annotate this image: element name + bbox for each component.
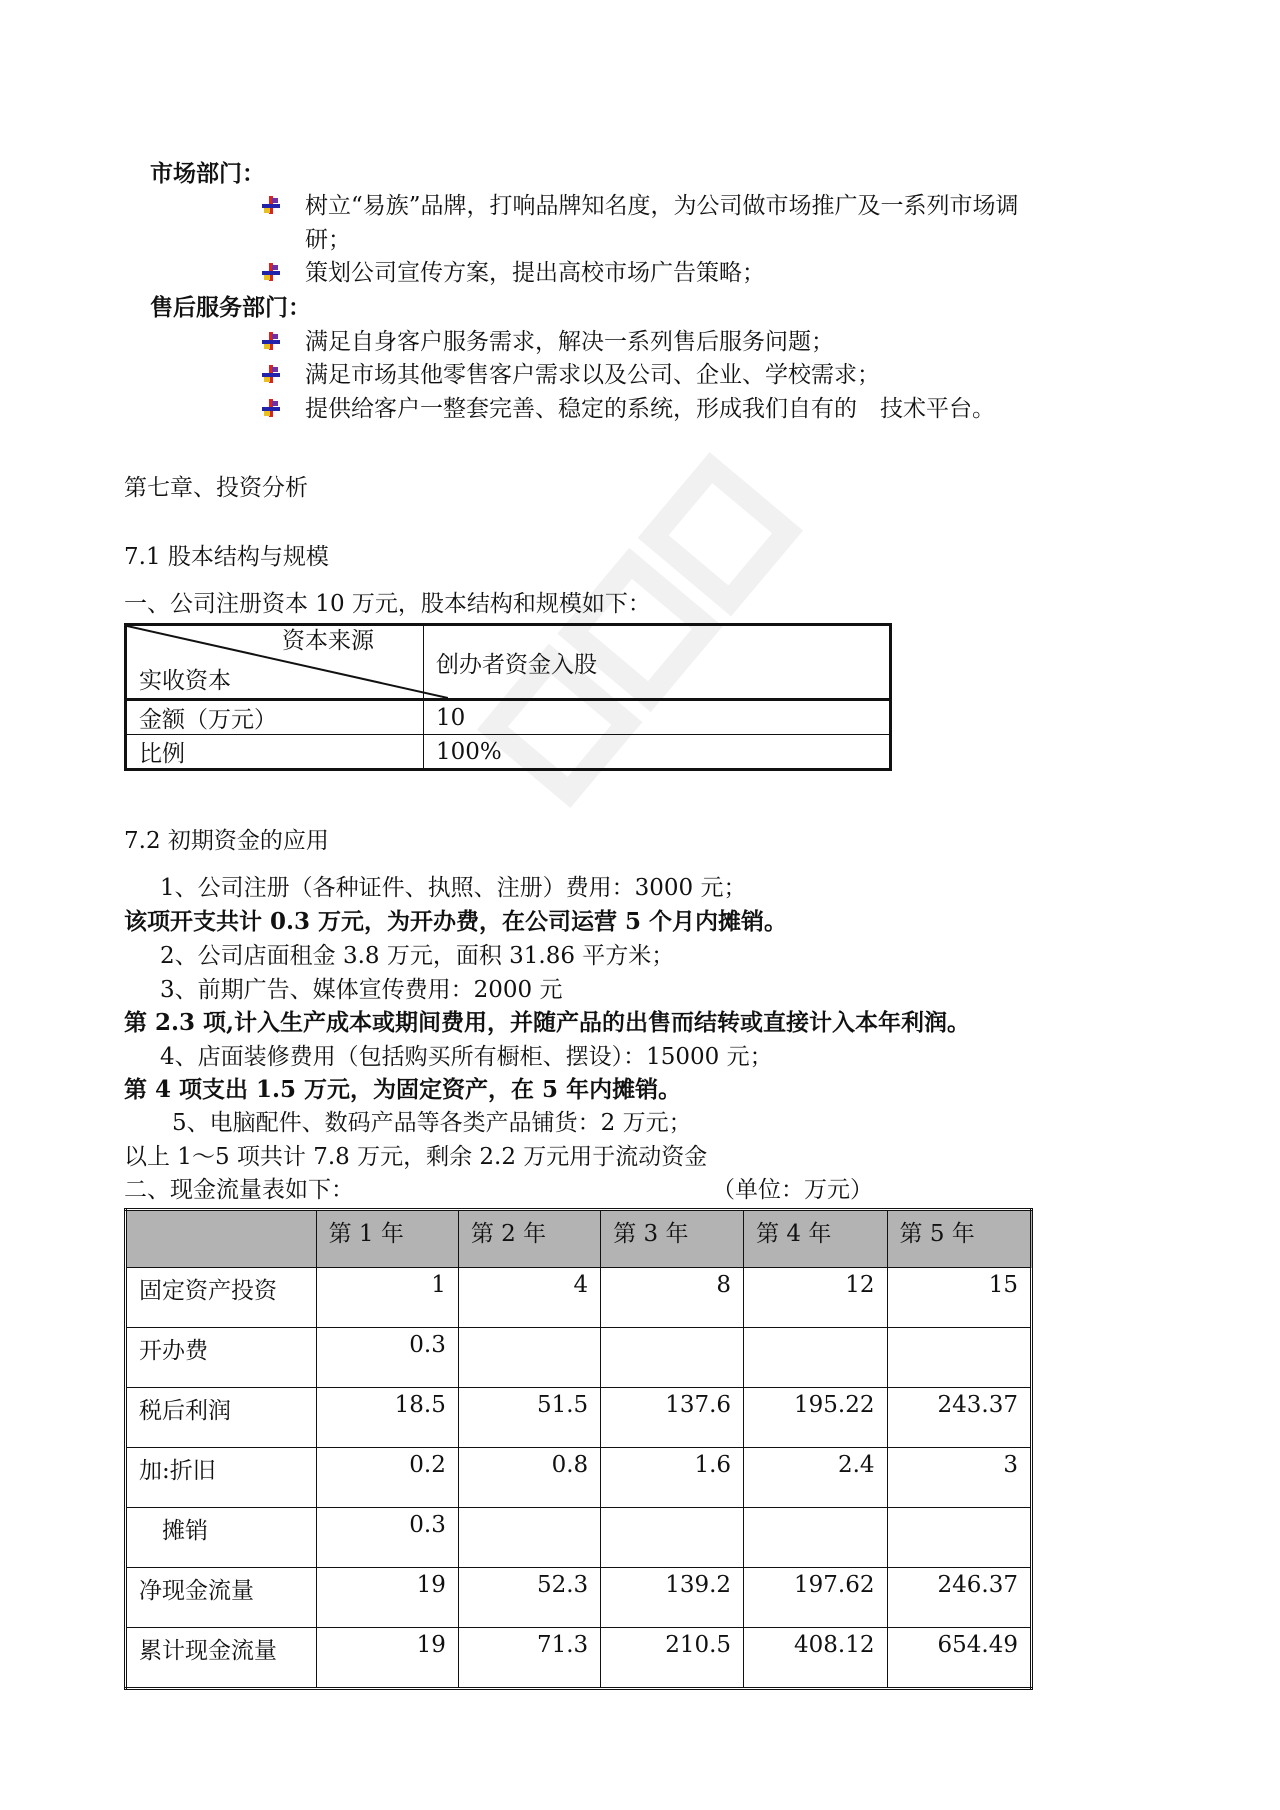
row-label: 固定资产投资 [126,1268,317,1328]
aftersales-heading: 售后服务部门： [150,294,311,321]
cell-value [458,1328,600,1388]
cell-value: 51.5 [458,1388,600,1448]
body-line: 以上 1～5 项共计 7.8 万元，剩余 2.2 万元用于流动资金 [124,1144,708,1170]
table-row [126,1328,1032,1388]
section-7-2-title: 7.2 初期资金的应用 [124,828,329,854]
cell-value: 19 [316,1628,458,1689]
cell-value: 0.8 [458,1448,600,1508]
list-item: 满足市场其他零售客户需求以及公司、企业、学校需求； [305,362,880,388]
unit-label: （单位：万元） [712,1177,873,1203]
diagonal-header-cell [126,625,424,700]
cell-value: 246.37 [887,1568,1031,1628]
row-label: 累计现金流量 [126,1628,317,1689]
row-label: 税后利润 [126,1388,317,1448]
column-header: 第 4 年 [744,1210,887,1268]
chapter-title: 第七章、投资分析 [124,475,308,501]
cashflow-intro: 二、现金流量表如下： [124,1177,354,1203]
list-item: 研； [305,227,351,253]
cell-value: 243.37 [887,1388,1031,1448]
cell-value: 12 [744,1268,887,1328]
list-item: 树立“易族”品牌，打响品牌知名度，为公司做市场推广及一系列市场调 [305,193,1019,219]
row-value: 100% [424,735,891,770]
cell-value: 1.6 [601,1448,744,1508]
row-label: 开办费 [126,1328,317,1388]
cell-value [887,1328,1031,1388]
column-header [126,1210,317,1268]
cell-value: 195.22 [744,1388,887,1448]
column-header: 第 3 年 [601,1210,744,1268]
table-row [126,1628,1032,1689]
cell-value: 654.49 [887,1628,1031,1689]
body-line: 该项开支共计 0.3 万元，为开办费，在公司运营 5 个月内摊销。 [124,908,788,935]
body-line: 3、前期广告、媒体宣传费用：2000 元 [160,977,563,1003]
table-row [126,1448,1032,1508]
cashflow-table [124,1208,1033,1690]
cell-value: 0.3 [316,1328,458,1388]
row-label: 加:折旧 [126,1448,317,1508]
cell-value: 3 [887,1448,1031,1508]
market-heading: 市场部门： [150,160,265,187]
list-item: 满足自身客户服务需求，解决一系列售后服务问题； [305,329,834,355]
row-label: 净现金流量 [126,1568,317,1628]
column-header: 第 2 年 [458,1210,600,1268]
bullet-icon [262,196,280,214]
bullet-icon [262,365,280,383]
table-row [126,1568,1032,1628]
bullet-icon [262,332,280,350]
cell-value: 197.62 [744,1568,887,1628]
cell-value: 15 [887,1268,1031,1328]
body-line: 第 2.3 项,计入生产成本或期间费用，并随产品的出售而结转或直接计入本年利润。 [124,1009,971,1036]
cell-value: 19 [316,1568,458,1628]
cell-value: 52.3 [458,1568,600,1628]
cell-value [601,1328,744,1388]
cell-value [887,1508,1031,1568]
bullet-icon [262,263,280,281]
bullet-icon [262,399,280,417]
cell-value: 137.6 [601,1388,744,1448]
body-line: 第 4 项支出 1.5 万元，为固定资产，在 5 年内摊销。 [124,1076,682,1103]
cell-value [601,1508,744,1568]
cell-value: 0.2 [316,1448,458,1508]
body-line: 5、电脑配件、数码产品等各类产品铺货：2 万元； [172,1110,692,1136]
row-value: 10 [424,700,891,735]
section-7-1-title: 7.1 股本结构与规模 [124,544,329,570]
cell-value: 408.12 [744,1628,887,1689]
cell-value: 1 [316,1268,458,1328]
list-item: 策划公司宣传方案，提出高校市场广告策略； [305,260,765,286]
diag-top-label: 资本来源 [282,628,374,654]
cell-value [458,1508,600,1568]
cell-value: 139.2 [601,1568,744,1628]
table-row [126,1388,1032,1448]
body-line: 2、公司店面租金 3.8 万元，面积 31.86 平方米； [160,943,675,969]
cell-value: 18.5 [316,1388,458,1448]
equity-table [124,623,892,771]
header-row [126,1210,1032,1268]
body-line: 4、店面装修费用（包括购买所有橱柜、摆设）：15000 元； [160,1044,773,1070]
cell-value: 210.5 [601,1628,744,1689]
table-row [126,1268,1032,1328]
cell-value: 8 [601,1268,744,1328]
row-label: 摊销 [126,1508,317,1568]
row-label: 金额（万元） [126,700,424,735]
body-line: 1、公司注册（各种证件、执照、注册）费用：3000 元； [160,875,747,901]
source-cell: 创办者资金入股 [424,625,891,700]
cell-value [744,1508,887,1568]
cell-value: 2.4 [744,1448,887,1508]
equity-intro: 一、公司注册资本 10 万元，股本结构和规模如下： [124,591,651,617]
cell-value [744,1328,887,1388]
table-row [126,1508,1032,1568]
list-item: 提供给客户一整套完善、稳定的系统，形成我们自有的 技术平台。 [305,396,995,422]
row-label: 比例 [126,735,424,770]
column-header: 第 5 年 [887,1210,1031,1268]
diag-bottom-label: 实收资本 [139,668,231,694]
cell-value: 4 [458,1268,600,1328]
cell-value: 0.3 [316,1508,458,1568]
cell-value: 71.3 [458,1628,600,1689]
column-header: 第 1 年 [316,1210,458,1268]
